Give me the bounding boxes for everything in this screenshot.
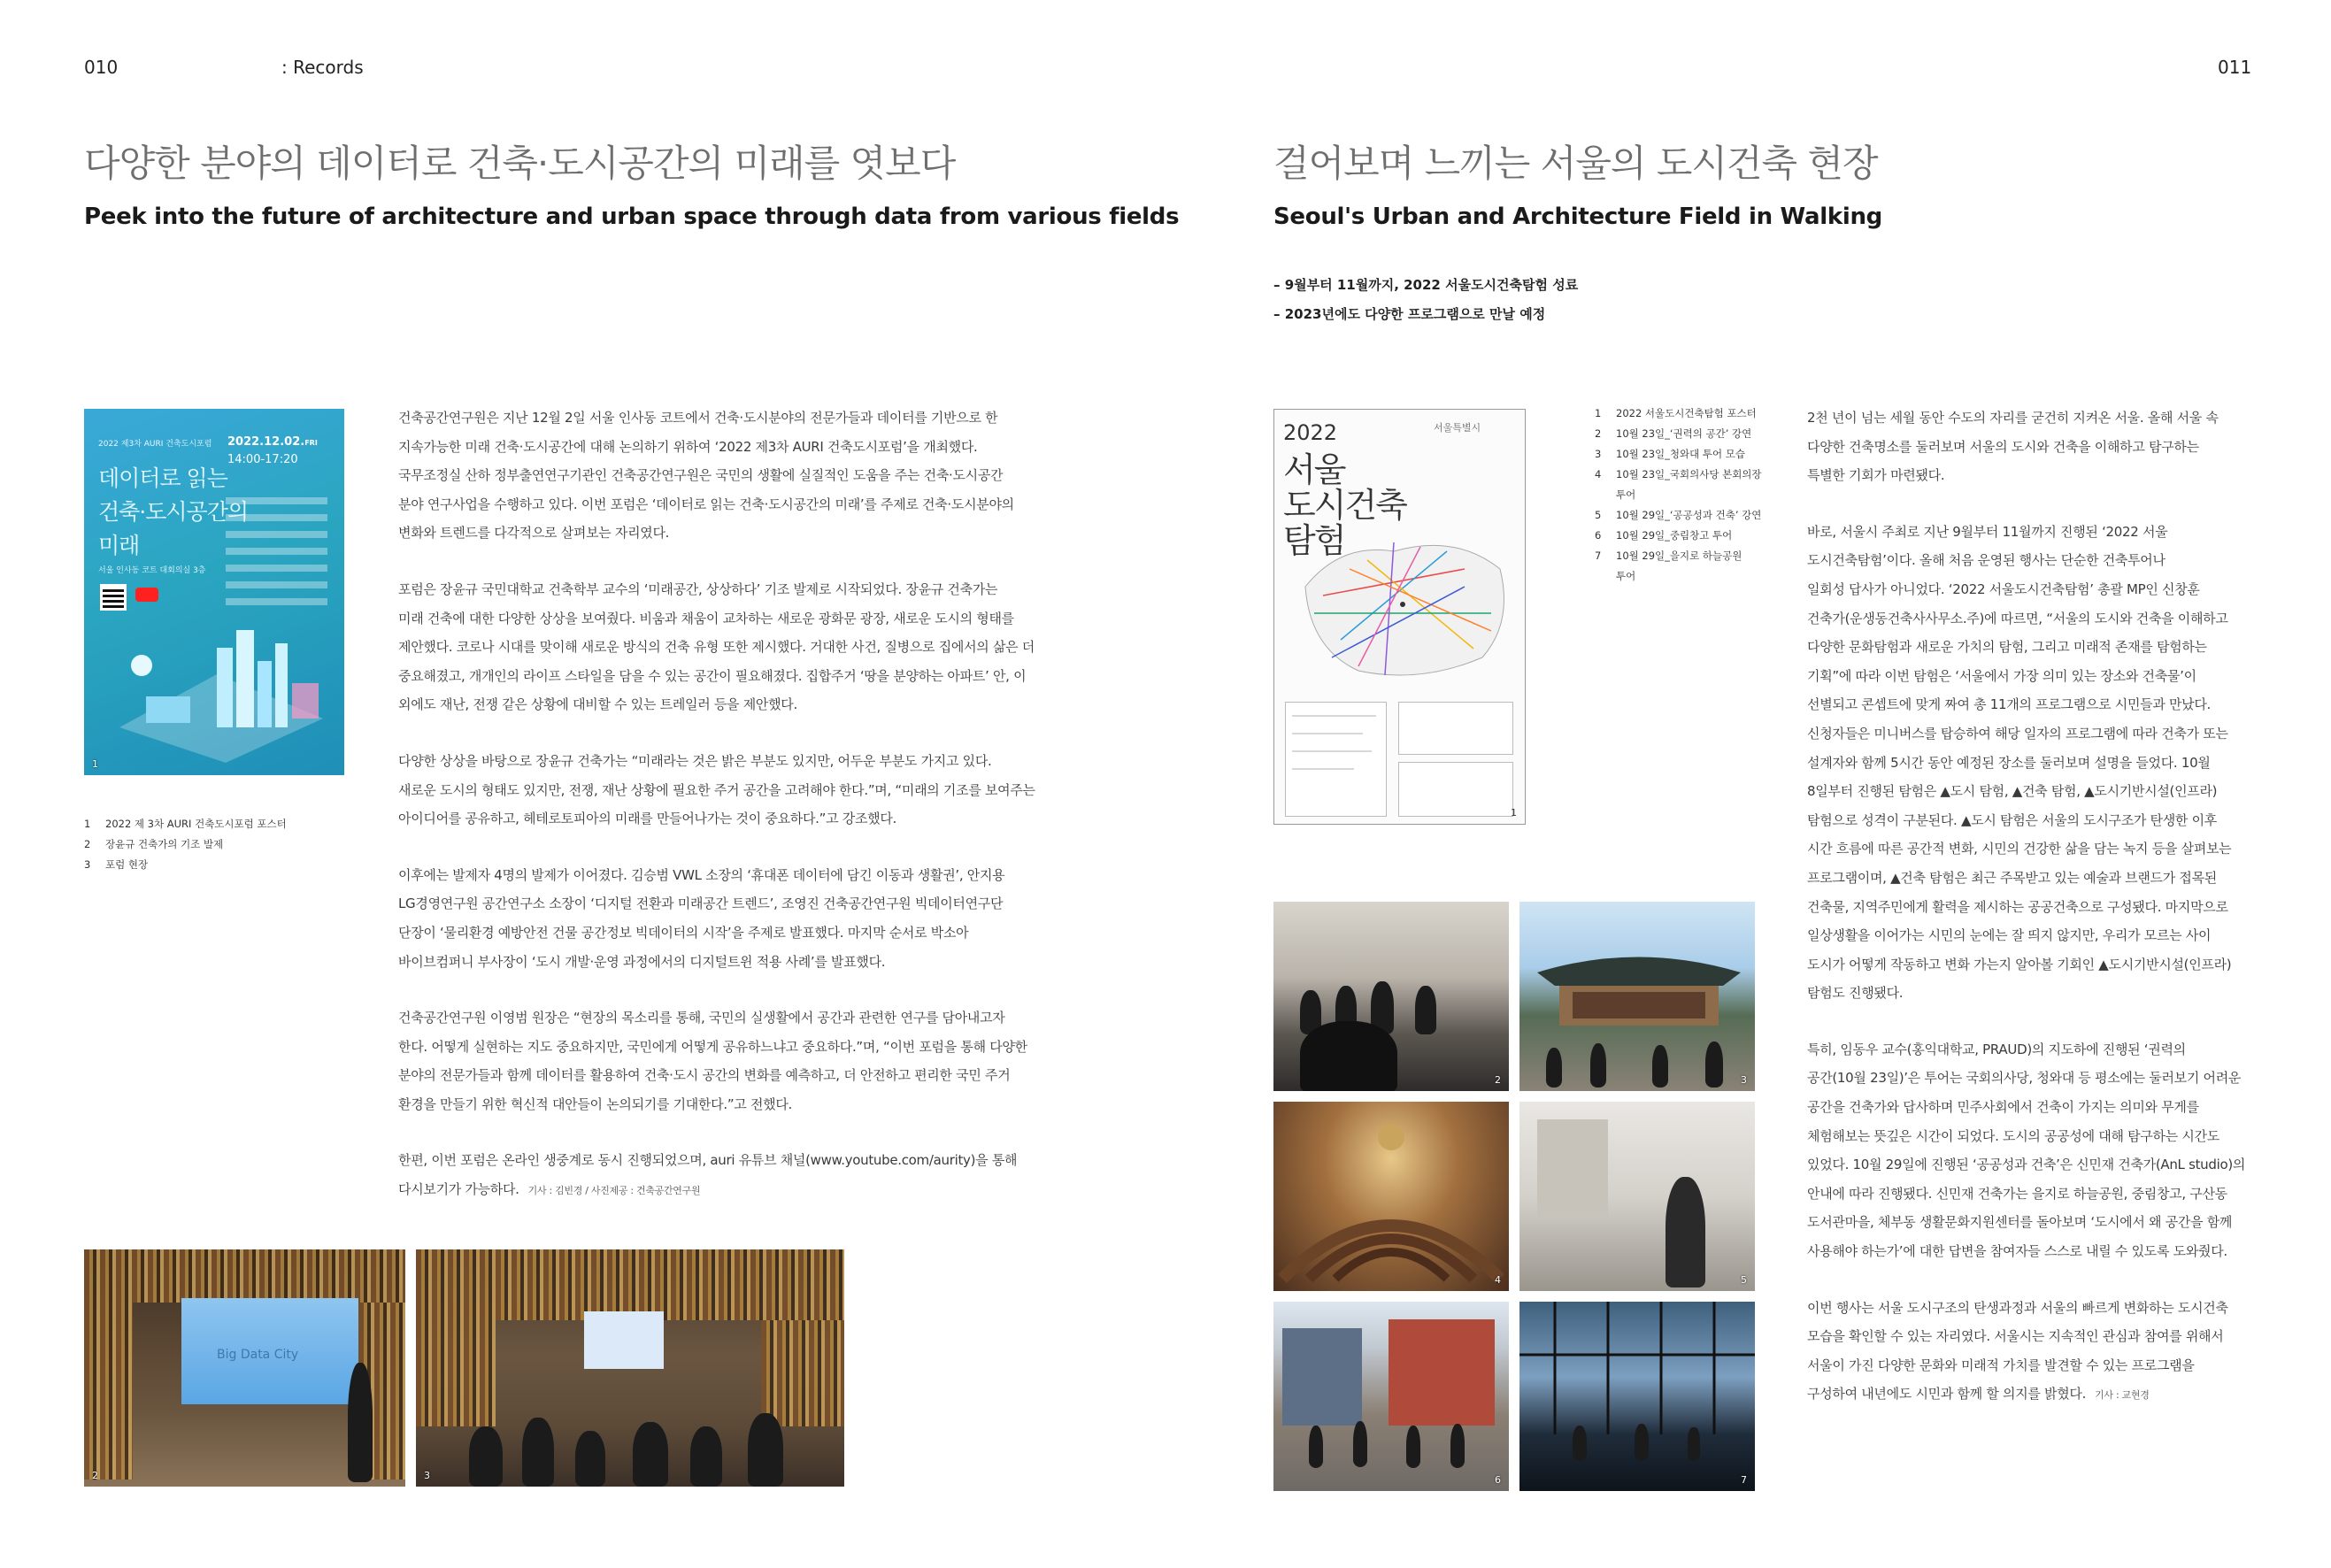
caption-item: 3 포럼 현장 [84,858,149,871]
junglim-warehouse-tour-photo [1273,1302,1509,1491]
poster-program-list [226,497,327,615]
paragraph: 특히, 임동우 교수(홍익대학교, PRAUD)의 지도하에 진행된 ‘권력의 공간(10월 23일)’은 투어는 국회의사당, 청와대 등 평소에는 둘러보기 어려운 공간을 건축가와 답사하며 민주사회에서 건축이 가지는 의미와 무게를 체험해보는 뜻깊은 시간이 되었다. 도시의 공공성에 대해 탐구하는 시간도 있었다. 10월 29일에 진행된 ‘공공성과 건축’은 신민재 건축가(AnL studio)의 안내에 따라 진행됐다. 신민재 건축가는 을지로 하늘공원, 중림창고, 구산동 도서관마을, 체부동 생활문화지원센터를 돌아보며 ‘도시에서 왜 공간을 함께 사용해야 하는가’에 대한 답변을 참여자들 스스로 내릴 수 있도록 도와줬다. [1807,1041,2246,1260]
right-page-number: 011 [2218,57,2252,78]
image-number: 4 [1495,1274,1501,1286]
caption-item: 5 10월 29일_‘공공성과 건축’ 강연 [1595,509,1762,521]
paragraph: 다양한 상상을 바탕으로 장윤규 건축가는 “미래라는 것은 밝은 부분도 있지만, 어두운 부분도 가지고 있다. 새로운 도시의 형태도 있지만, 전쟁, 재난 상황에 필요한 주거 공간을 고려해야 한다.”며, “미래의 기조를 보여주는 아이디어를 공유하고, 헤테로토피아의 미래를 만들어나가는 것이 중요하다.”고 강조했다. [398,752,1035,827]
left-title-ko: 다양한 분야의 데이터로 건축·도시공간의 미래를 엿보다 [84,142,956,185]
city-illustration [111,612,332,763]
image-number: 2 [1495,1074,1501,1086]
poster-time: 14:00-17:20 [227,453,298,466]
paragraph: 이후에는 발제자 4명의 발제가 이어졌다. 김승범 VWL 소장의 ‘휴대폰 데이터에 담긴 이동과 생활권’, 안지용 LG경영연구원 공간연구소 소장이 ‘디지털 전환과 미래공간 트렌드’, 조영진 건축공간연구원 빅데이터연구단 단장이 ‘물리환경 예방안전 건물 공간정보 빅데이터의 시작’을 주제로 발표했다. 마지막 순서로 박소아 바이브컴퍼니 부사장이 ‘도시 개발·운영 과정에서의 디지털트윈 적용 사례’를 발표했다. [398,866,1005,970]
public-architecture-lecture-photo [1519,1102,1755,1291]
qr-code-icon [100,584,127,611]
blue-house-tour-photo [1519,902,1755,1091]
bullet-item: – 2023년에도 다양한 프로그램으로 만날 예정 [1273,306,1546,322]
paragraph: 바로, 서울시 주최로 지난 9월부터 11월까지 진행된 ‘2022 서울 도시건축탐험’이다. 올해 처음 운영된 행사는 단순한 건축투어나 일회성 답사가 아니었다. ‘2022 서울도시건축탐험’ 총괄 MP인 신창훈 건축가(운생동건축사사무소.주)에 따르면, “서울의 도시와 건축을 이해하고 다양한 문화탐험과 새로운 가치의 탐험, 그리고 미래적 존재를 탐험하는 기획”에 따라 이번 탐험은 ‘서울에서 가장 의미 있는 장소와 건축물’이 선별되고 콘셉트에 맞게 짜여 총 11개의 프로그램으로 시민들과 만났다. 신청자들은 미니버스를 탑승하여 해당 일자의 프로그램에 따라 건축가 또는 설계자와 함께 5시간 동안 예정된 장소를 둘러보며 설명을 들었다. 10월 8일부터 진행된 탐험은 ▲도시 탐험, ▲건축 탐험, ▲도시기반시설(인프라) 탐험으로 성격이 구분된다. ▲도시 탐험은 서울의 도시구조가 탄생한 이후 시간 흐름에 따른 공간적 변화, 시민의 건강한 삶을 담는 녹지 등을 살펴보는 프로그램이며, ▲건축 탐험은 최근 주목받고 있는 예술과 브랜드가 접목된 건축물, 지역주민에게 활력을 제시하는 공공건축으로 구성됐다. 마지막으로 일상생활을 이어가는 시민의 눈에는 잘 띄지 않지만, 우리가 모르는 사이 도시가 어떻게 작동하고 변화 가는지 알아볼 기회인 ▲도시기반시설(인프라) 탐험도 진행됐다. [1807,523,2232,1002]
right-caption-list [1595,404,1763,587]
caption-item: 3 10월 23일_청와대 투어 모습 [1595,448,1745,460]
caption-item: 7 10월 29일_을지로 하늘공원 투어 [1595,550,1742,582]
image-number: 1 [1511,807,1517,819]
right-title-ko: 걸어보며 느끼는 서울의 도시건축 현장 [1273,142,1878,185]
paragraph: 건축공간연구원 이영범 원장은 “현장의 목소리를 통해, 국민의 실생활에서 공간과 관련한 연구를 담아내고자 한다. 어떻게 실현하는 지도 중요하지만, 국민에게 어떻게 공유하느냐고 중요하다.”며, “이번 포럼을 통해 다양한 분야의 전문가들과 함께 데이터를 활용하여 건축·도시 공간의 변화를 예측하고, 더 안전하고 편리한 국민 주거 환경을 만들기 위한 혁신적 대안들이 논의되기를 기대한다.”고 전했다. [398,1010,1027,1112]
keynote-photo [84,1249,405,1487]
poster-title: 데이터로 읽는 건축·도시공간의 미래 [98,465,248,558]
image-number: 2 [92,1470,98,1481]
caption-item: 6 10월 29일_중림창고 투어 [1595,529,1733,542]
left-caption-list [84,814,287,875]
left-article-body [398,404,1071,1234]
left-title-en: Peek into the future of architecture and urban space through data from various fields [84,204,1180,230]
exploration-poster-image [1273,409,1526,825]
paragraph: 건축공간연구원은 지난 12월 2일 서울 인사동 코트에서 건축·도시분야의 전문가들과 데이터를 기반으로 한 지속가능한 미래 건축·도시공간에 대해 논의하기 위하여 ‘2022 제3차 AURI 건축도시포럼’을 개최했다. 국무조정실 산하 정부출연연구기관인 건축공간연구원은 국민의 생활에 실질적인 도움을 주는 건축·도시공간 분야 연구사업을 수행하고 있다. 이번 포럼은 ‘데이터로 읽는 건축·도시공간의 미래’를 주제로 건축·도시분야의 변화와 트렌드를 다각적으로 살펴보는 자리였다. [398,410,1014,542]
bullet-item: – 9월부터 11월까지, 2022 서울도시건축탐험 성료 [1273,277,1579,293]
poster-date: 2022.12.02.FRI [227,435,318,449]
right-article-body [1807,404,2250,1438]
speaker [348,1363,373,1482]
caption-item: 2 장윤규 건축가의 기조 발제 [84,838,224,850]
projection-screen: Big Data City [181,1298,358,1404]
poster-title: 서울 도시건축 탐험 [1283,450,1406,560]
image-number: 5 [1741,1274,1747,1286]
left-page-number: 010 [84,57,119,78]
paragraph: 이번 행사는 서울 도시구조의 탄생과정과 서울의 빠르게 변화하는 도시건축 모습을 확인할 수 있는 자리였다. 서울시는 지속적인 관심과 참여를 위해서 서울이 가진 다양한 문화와 미래적 가치를 발견할 수 있는 프로그램을 구성하여 내년에도 시민과 함께 할 의지를 밝혔다. 기사 : 교현경 [1807,1299,2228,1403]
section-label: : Records [281,57,364,78]
right-title-en: Seoul's Urban and Architecture Field in Walking [1273,204,1882,230]
paragraph: 2천 년이 넘는 세월 동안 수도의 자리를 굳건히 지켜온 서울. 올해 서울 속 다양한 건축명소를 둘러보며 서울의 도시와 건축을 이해하고 탐구하는 특별한 기회가 마련됐다. [1807,410,2219,484]
poster-year: 2022 [1283,420,1338,445]
seoul-route-map [1288,516,1518,693]
lecture-photo [1273,902,1509,1091]
poster-place: 서울 인사동 코트 대회의실 3층 [98,566,206,575]
poster-brand: 서울특별시 [1434,422,1481,434]
euljiro-sky-park-tour-photo [1519,1302,1755,1491]
paragraph: 한편, 이번 포럼은 온라인 생중계로 동시 진행되었으며, auri 유튜브 채널(www.youtube.com/aurity)을 통해 다시보기가 가능하다. 기사 : 김빈경 / 사진제공 : 건축공간연구원 [398,1152,1018,1198]
caption-item: 2 10월 23일_‘권력의 공간’ 강연 [1595,427,1752,440]
image-number: 3 [424,1470,430,1481]
paragraph: 포럼은 장윤규 국민대학교 건축학부 교수의 ‘미래공간, 상상하다’ 기조 발제로 시작되었다. 장윤규 건축가는 미래 건축에 대한 다양한 상상을 보여줬다. 비움과 채움이 교차하는 새로운 광화문 광장, 새로운 도시의 형태를 제안했다. 코로나 시대를 맞이해 새로운 방식의 건축 유형 또한 제시했다. 거대한 사건, 질병으로 집에서의 삶은 더 중요해졌고, 개개인의 라이프 스타일을 담을 수 있는 공간이 필요해졌다. 집합주거 ‘땅을 분양하는 아파트’ 안, 이 외에도 재난, 전쟁 같은 상황에 대비할 수 있는 트레일러 등을 제안했다. [398,580,1035,713]
credit: 기사 : 김빈경 / 사진제공 : 건축공간연구원 [527,1185,701,1197]
caption-item: 1 2022 제 3차 AURI 건축도시포럼 포스터 [84,818,287,830]
caption-item: 4 10월 23일_국회의사당 본회의장 투어 [1595,468,1762,501]
caption-item: 1 2022 서울도시건축탐험 포스터 [1595,407,1757,419]
image-number: 7 [1741,1474,1747,1486]
image-number: 1 [92,758,98,770]
image-number: 6 [1495,1474,1501,1486]
credit: 기사 : 교현경 [2095,1389,2150,1402]
national-assembly-photo [1273,1102,1509,1291]
forum-poster-image [84,409,344,775]
forum-venue-photo [416,1249,844,1487]
summary-bullets [1273,271,1578,329]
youtube-icon [135,588,158,602]
poster-tag: 2022 제3차 AURI 건축도시포럼 [98,440,212,449]
image-number: 3 [1741,1074,1747,1086]
